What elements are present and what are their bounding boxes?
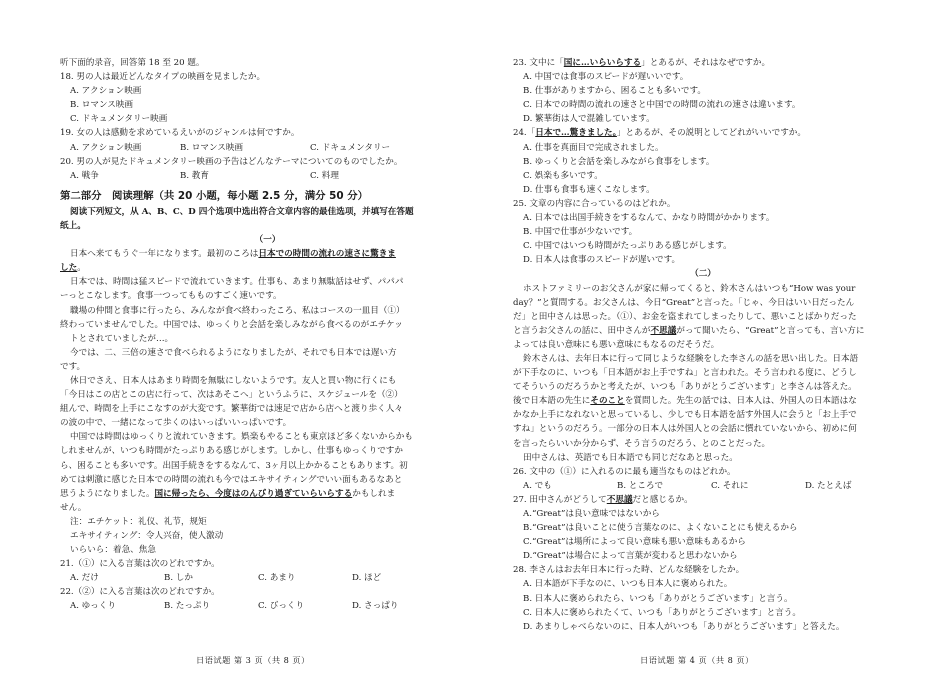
passage-2-line: 鈴木さんは、去年日本に行って同じような経験をした李さんの話を思い出した。日本語 bbox=[523, 353, 859, 364]
q20-question: 20. 男の人が見たドキュメンタリー映画の予告はどんなテーマについてのものでしたか。 bbox=[60, 156, 403, 167]
q20-options bbox=[60, 169, 475, 183]
q28-option-b: B. 日本人に褒められたら、いつも「ありがとうございます」と言う。 bbox=[523, 593, 793, 604]
passage-1-line: めては刺激に感じた日本での時間の流れも今ではエキサイティングでいい面もあるなあと bbox=[60, 474, 403, 485]
passage-2-line: ホストファミリーのお父さんが家に帰ってくると、鈴木さんはいつも“How was your bbox=[523, 283, 856, 294]
q19-options bbox=[60, 141, 475, 155]
listening-intro: 听下面的录音，回答第 18 至 20 题。 bbox=[60, 58, 205, 68]
passage-1-line: 今では、二、三倍の速さで食べられるようになりましたが、それでも日本では遅い方 bbox=[70, 347, 397, 358]
passage-1-line: 終わっていませんでした。中国では、ゆっくりと会話を楽しみながら食べるのがエチケッ bbox=[60, 319, 403, 330]
q25-question: 25. 文章の内容に合っているのはどれか。 bbox=[513, 198, 676, 209]
reading-instruction: 阅读下列短文，从 A、B、C、D 四个选项中选出符合文章内容的最佳选项，并填写在答题 bbox=[70, 206, 414, 217]
passage-1-line: 日本では、時間は猛スピードで流れていきます。仕事も、あまり無駄話はせず、パパパ bbox=[70, 277, 404, 288]
underlined-sentence: 国に帰ったら、今度はのんびり過ぎていらいらする bbox=[154, 488, 353, 499]
passage-2-line: かなか上手になれないと思っているし、少しでも日本語を話す外国人に会うと「お上手で bbox=[513, 410, 857, 421]
q21-option-b: B. しか bbox=[164, 573, 193, 584]
q28-option-c: C. 日本人に褒められたくて、いつも「ありがとうございます」と言う。 bbox=[523, 607, 801, 618]
passage-2-line: よっては良い意味にも悪い意味にもなるのだそうだ。 bbox=[513, 339, 720, 350]
passage-1-line: 職場の仲間と食事に行ったら、みんなが食べ終わったころ、私はコースの一皿目（①） bbox=[70, 305, 405, 316]
page-footer-right: 日语试题 第 4 页（共 8 页） bbox=[640, 655, 754, 665]
passage-2-line: 田中さんは、英語でも日本語でも同じだなあと思った。 bbox=[523, 452, 738, 463]
q27-option-d: D.“Great”は場合によって言葉が変わると思わないから bbox=[523, 551, 738, 562]
q25-option-a: A. 日本では出国手続きをするなんて、かなり時間がかかります。 bbox=[523, 213, 775, 224]
q18-option-b: B. ロマンス映画 bbox=[70, 100, 134, 111]
q23-option-d: D. 繁華街は人で混雑しています。 bbox=[523, 114, 655, 125]
q28-option-a: A. 日本語が下手なのに、いつも日本人に褒められた。 bbox=[523, 579, 733, 590]
q28-question: 28. 李さんはお去年日本に行った時、どんな経験をしたか。 bbox=[513, 565, 745, 576]
q18-option-a: A. アクション映画 bbox=[70, 86, 142, 97]
q24-option-a: A. 仕事を真面目で完成されました。 bbox=[523, 142, 664, 153]
q25-option-d: D. 日本人は食事のスピードが遅いです。 bbox=[523, 255, 681, 266]
passage-1-line: ら、困ることも多いです。出国手続きをするなんて、3ヶ月以上かかることもあります。初 bbox=[60, 460, 408, 471]
passage-1-line: 「今日はこの店とこの店に行って、次はあそこへ」というふうに、スケジュールを（②） bbox=[60, 390, 403, 401]
q18-question: 18. 男の人は最近どんなタイプの映画を見ましたか。 bbox=[60, 72, 266, 83]
q27-question: 27. 田中さんがどうして不思議だと感じるか。 bbox=[513, 494, 693, 505]
passage-1-line: トとされていましたが…。 bbox=[70, 333, 174, 344]
q18-option-c: C. ドキュメンタリー映画 bbox=[70, 114, 168, 125]
q21-option-d: D. ほど bbox=[352, 573, 382, 584]
passage-1-line: 思うようになりました。国に帰ったら、今度はのんびり過ぎていらいらするかもしれま bbox=[60, 488, 396, 499]
q25-option-b: B. 中国で仕事が少ないです。 bbox=[523, 227, 638, 238]
passage-2-line: すね」というのだろう。一部分の日本人は外国人との会話に慣れていないから、初めに何 bbox=[513, 424, 857, 435]
q23-option-b: B. 仕事がありますから、困ることも多いです。 bbox=[523, 86, 706, 97]
passage-2-line: 後で日本語の先生にそのことを質問した。先生の話では、日本人は、外国人の日本語はな bbox=[513, 396, 857, 407]
q21-question: 21.（①）に入る言葉は次のどれですか。 bbox=[60, 559, 220, 570]
note: 注：エチケット：礼仪、礼节，规矩 bbox=[70, 516, 207, 527]
reading-instruction-cont: 纸上。 bbox=[60, 220, 86, 231]
q24-option-d: D. 仕事も食事も速くこなします。 bbox=[523, 184, 655, 195]
passage-1-line: 中国では時間はゆっくりと流れていきます。娯楽もやることも東京ほど多くないからかも bbox=[70, 432, 413, 443]
passage-1-line: 日本へ来てもうぐ一年になります。最初のころは日本での時間の流れの速さに驚きま bbox=[70, 249, 396, 260]
passage-2-line: てそういうのだろうかと考えたが、いつも「ありがとうございます」と李さんは答えた。 bbox=[513, 382, 857, 393]
q22-option-a: A. ゆっくり bbox=[70, 601, 116, 612]
q26-question: 26. 文中の（①）に入れるのに最も適当なものはどれか。 bbox=[513, 466, 736, 477]
q21-option-a: A. だけ bbox=[70, 573, 99, 584]
q26-option-a: A. でも bbox=[523, 480, 552, 491]
q19-option-b: B. ロマンス映画 bbox=[180, 142, 244, 153]
note: いらいら：着急、焦急 bbox=[70, 545, 156, 556]
passage-1-line: 休日でさえ、日本人はあまり時間を無駄にしないようです。友人と買い物に行くにも bbox=[70, 375, 397, 386]
q26-option-c: C. それに bbox=[711, 480, 749, 491]
q23-option-c: C. 日本での時間の流れの速さと中国での時間の流れの速さは違います。 bbox=[523, 100, 801, 111]
q21-option-c: C. あまり bbox=[258, 573, 296, 584]
passage-1-line: 組んで、時間を上手にこなすのが大変です。繁華街では速足で店から店へと渡り歩く人々 bbox=[60, 404, 403, 415]
passage-1-line: した。 bbox=[60, 263, 86, 274]
q19-option-a: A. アクション映画 bbox=[70, 142, 142, 153]
q25-option-c: C. 中国ではいつも時間がたっぷりある感じがします。 bbox=[523, 241, 732, 252]
passage-2-line: だ」と田中さんは思った。（①）、お金を盗まれてしまったりして、悪いことばかりだった bbox=[513, 311, 857, 322]
q22-option-d: D. さっぱり bbox=[352, 601, 399, 612]
q24-option-c: C. 娯楽も多いです。 bbox=[523, 170, 603, 181]
q27-option-b: B.“Great”は良いことに使う言葉なのに、よくないことにも使えるから bbox=[523, 523, 798, 534]
underlined-sentence: 日本での時間の流れの速さに驚きま bbox=[258, 249, 396, 260]
right-page-content bbox=[513, 56, 893, 634]
q20-option-a: A. 戦争 bbox=[70, 170, 99, 181]
q26-option-d: D. たとえば bbox=[805, 480, 852, 491]
q26-options bbox=[513, 479, 893, 493]
passage-1-line: の波の中で、一緒になって歩くのはいっぱいいっぱいです。 bbox=[60, 418, 292, 429]
q28-option-d: D. あまりしゃべらないのに、日本人がいつも「ありがとうございます」と答えた。 bbox=[523, 621, 845, 632]
q24-option-b: B. ゆっくりと会話を楽しみながら食事をします。 bbox=[523, 156, 715, 167]
q27-option-a: A.“Great”は良い意味ではないから bbox=[523, 509, 660, 519]
q23-question: 23. 文中に「国に…いらいらする」とあるが、それはなぜですか。 bbox=[513, 58, 771, 68]
passage-1-line: です。 bbox=[60, 361, 86, 372]
q20-option-c: C. 料理 bbox=[310, 170, 339, 181]
q22-option-b: B. たっぷり bbox=[164, 601, 211, 612]
left-page-content bbox=[60, 56, 475, 614]
passage-1-title: （一） bbox=[254, 235, 281, 246]
q27-option-c: C.“Great”は場所によって良い意味も悪い意味もあるから bbox=[523, 537, 746, 548]
passage-2-line: と言うお父さんの話に、田中さんが不思議がって聞いたら、“Great”と言っても、言い方に bbox=[513, 325, 865, 336]
passage-2-line: を言ったらいいか分からず、そう言うのだろう、とのことだった。 bbox=[513, 438, 771, 449]
passage-2-title: （二） bbox=[690, 269, 716, 280]
q20-option-b: B. 教育 bbox=[180, 170, 209, 181]
passage-1-line: せん。 bbox=[60, 502, 87, 513]
passage-1-line: ーっとこなします。食事一つってもものすごく速いです。 bbox=[60, 291, 282, 302]
q22-option-c: C. びっくり bbox=[258, 601, 305, 612]
q22-options bbox=[60, 599, 475, 613]
q26-option-b: B. ところで bbox=[617, 480, 664, 491]
q19-option-c: C. ドキュメンタリー bbox=[310, 142, 391, 153]
passage-2-line: day？”と質問する。お父さんは、今日“Great”と言った。「じゃ、今日はいい日だったん bbox=[513, 297, 855, 308]
q22-question: 22.（②）に入る言葉は次のどれですか。 bbox=[60, 587, 220, 598]
q19-question: 19. 女の人は感動を求めているえいがのジャンルは何ですか。 bbox=[60, 128, 300, 139]
q24-question: 24.「日本で…驚きました。」とあるが、その説明としてどれがいいですか。 bbox=[513, 128, 806, 139]
passage-1-line: しれませんが、いつも時間がたっぷりある感じがします。しかし、仕事もゆっくりですか bbox=[60, 446, 403, 457]
passage-2-line: が下手なのに、いつも「日本語がお上手ですね」と言われた。そう言われる度に、どうし bbox=[513, 368, 857, 379]
section-title: 第二部分 阅读理解（共 20 小题，每小题 2.5 分，满分 50 分） bbox=[60, 189, 369, 202]
note: エキサイティング：令人兴奋，使人激动 bbox=[70, 531, 224, 541]
page-footer-left: 日语试题 第 3 页（共 8 页） bbox=[196, 655, 310, 665]
q23-option-a: A. 中国では食事のスピードが遅いいです。 bbox=[523, 72, 689, 83]
q21-options bbox=[60, 571, 475, 585]
